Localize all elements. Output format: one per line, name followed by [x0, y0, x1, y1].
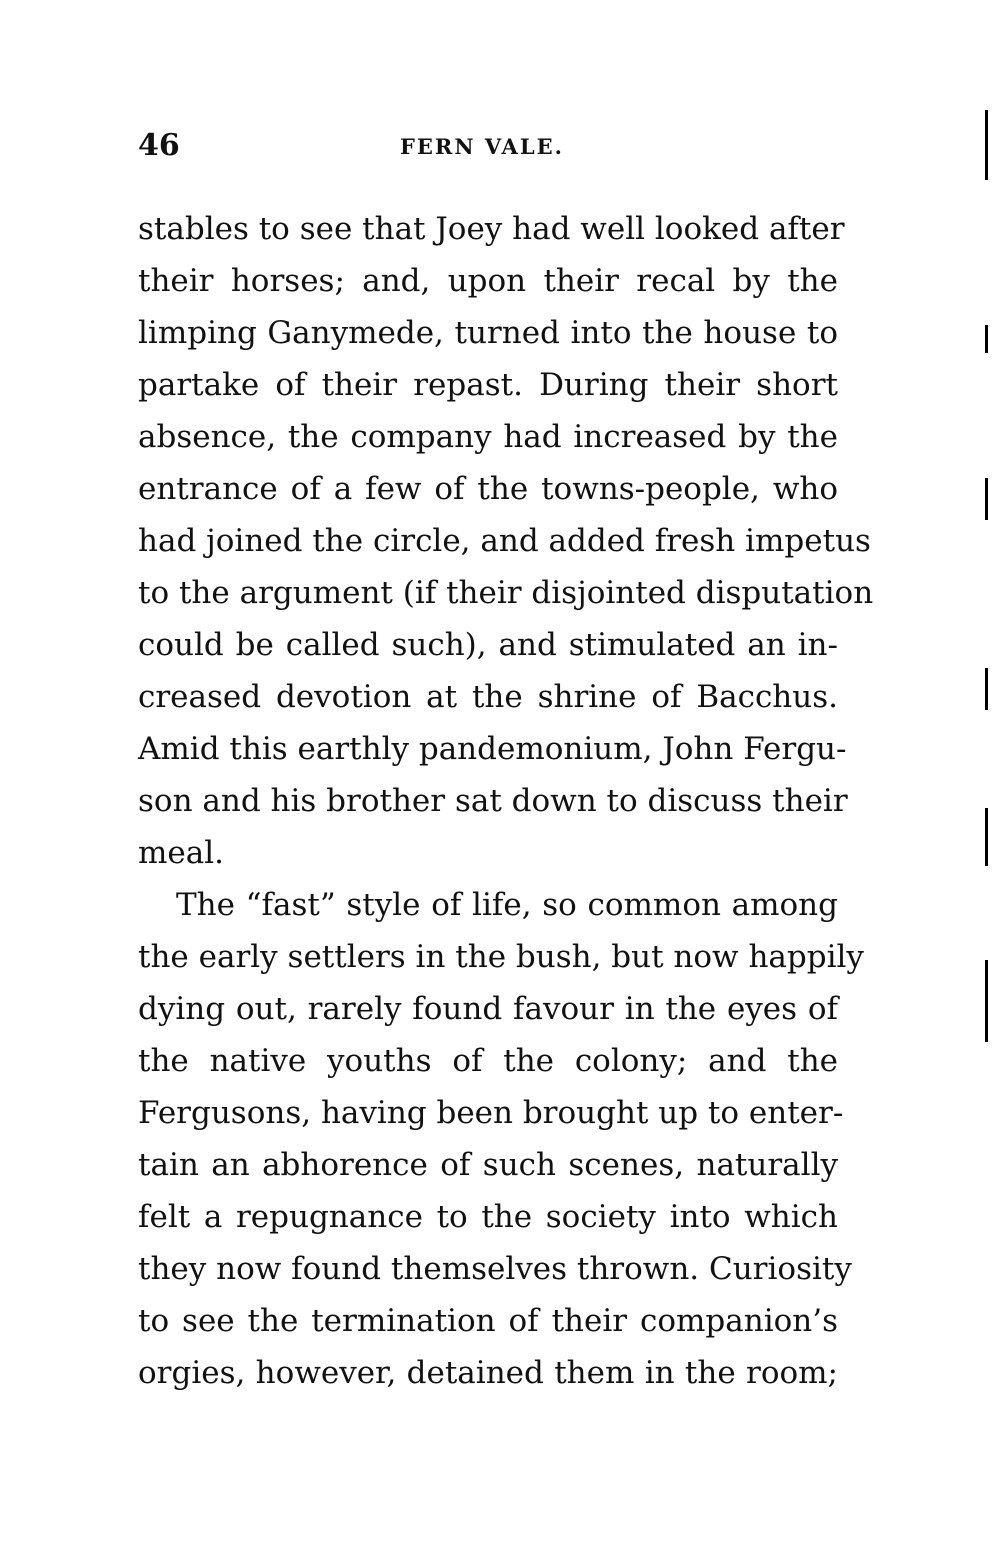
scan-margin-mark: [985, 808, 988, 866]
text-line: limping Ganymede, turned into the house to: [138, 315, 838, 351]
text-line: the native youths of the colony; and the: [138, 1043, 838, 1079]
text-line: their horses; and, upon their recal by the: [138, 263, 838, 299]
scan-margin-mark: [985, 668, 988, 710]
text-line: to the argument (if their disjointed disputation: [138, 575, 874, 611]
text-line: partake of their repast. During their short: [138, 367, 838, 403]
text-line: stables to see that Joey had well looked after: [138, 211, 845, 247]
scan-margin-mark: [985, 110, 988, 180]
running-title: FERN VALE.: [400, 134, 564, 159]
scan-margin-mark: [985, 325, 988, 353]
text-line: dying out, rarely found favour in the eyes of: [138, 991, 838, 1027]
text-line: felt a repugnance to the society into which: [138, 1199, 838, 1235]
text-line: Amid this earthly pandemonium, John Fergu-: [138, 731, 847, 767]
page-header: [138, 128, 838, 168]
text-line: creased devotion at the shrine of Bacchus.: [138, 679, 838, 715]
text-line: Fergusons, having been brought up to enter-: [138, 1095, 844, 1131]
text-line: orgies, however, detained them in the room;: [138, 1355, 838, 1391]
text-line: The “fast” style of life, so common among: [176, 887, 838, 923]
scan-margin-mark: [985, 478, 988, 520]
text-line: meal.: [138, 835, 224, 871]
scan-margin-mark: [985, 960, 988, 1042]
text-line: could be called such), and stimulated an in-: [138, 627, 838, 663]
text-line: they now found themselves thrown. Curiosity: [138, 1251, 852, 1287]
page-number: 46: [138, 128, 180, 163]
text-line: tain an abhorence of such scenes, naturally: [138, 1147, 838, 1183]
text-line: absence, the company had increased by the: [138, 419, 838, 455]
text-line: the early settlers in the bush, but now happily: [138, 939, 864, 975]
body-text: [138, 203, 874, 1399]
text-line: had joined the circle, and added fresh impetus: [138, 523, 871, 559]
text-line: entrance of a few of the towns-people, who: [138, 471, 838, 507]
text-line: to see the termination of their companion’s: [138, 1303, 838, 1339]
text-line: son and his brother sat down to discuss their: [138, 783, 848, 819]
